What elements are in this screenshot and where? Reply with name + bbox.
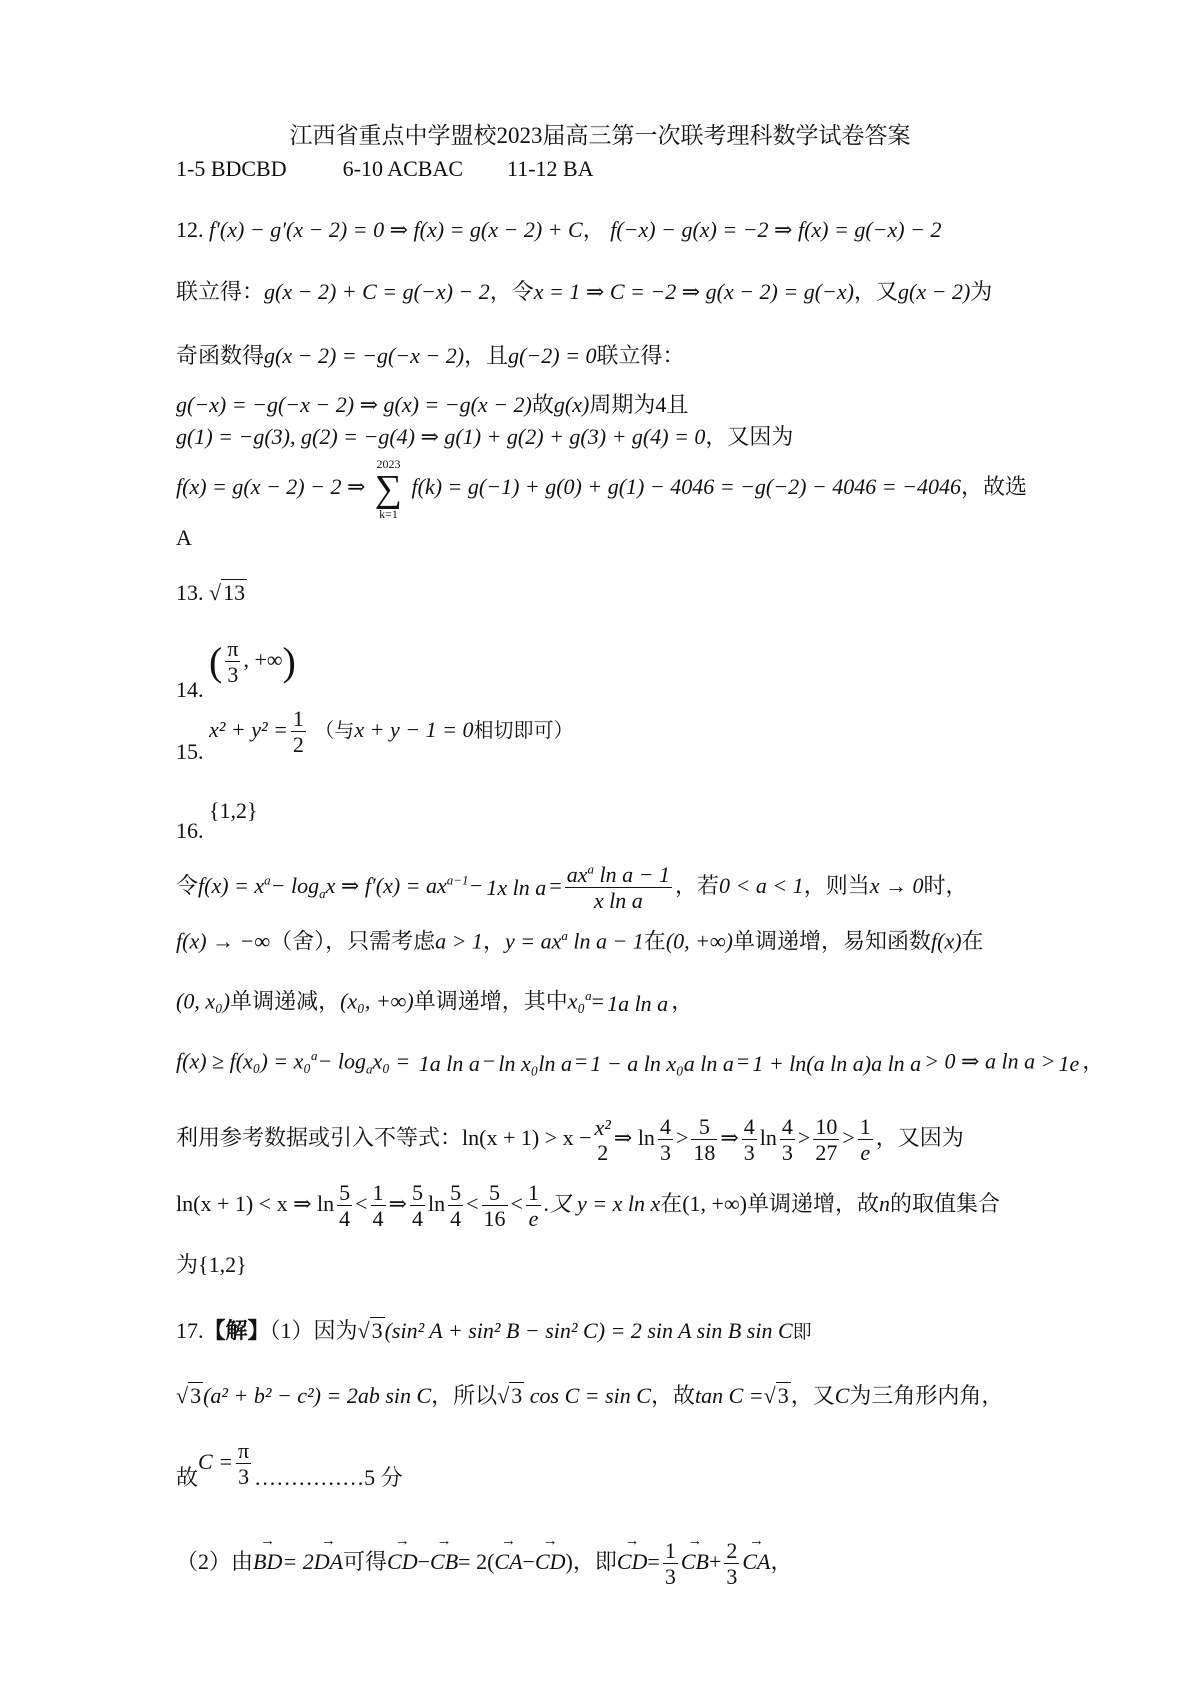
- q17-math: (a² + b² − c²) = 2ab sin C: [203, 1383, 432, 1408]
- q16-frac: [595, 1115, 611, 1166]
- q16-math: {1,2}: [198, 1252, 247, 1277]
- right-paren: ): [282, 638, 296, 684]
- q16-frac: [658, 1114, 673, 1166]
- q15-number: 15.: [176, 738, 204, 764]
- q17-math: tan C =: [694, 1383, 764, 1408]
- q12-math: 4: [655, 392, 667, 417]
- q14-number: 14.: [176, 676, 204, 702]
- frac-num: 1: [418, 1050, 430, 1076]
- q16-line-3: [176, 988, 693, 1016]
- frac-den: 3: [227, 662, 239, 688]
- q17-text: ，: [770, 1548, 793, 1574]
- q16-math: f(x) → −∞: [176, 928, 271, 954]
- q12-line-1: [176, 217, 941, 243]
- q16-math: x ⇒ f′(x) = ax: [325, 872, 447, 898]
- q16-sub: a: [319, 886, 326, 902]
- q17-text: 为三角形内角，: [849, 1383, 1004, 1408]
- vector-da: → DA: [314, 1549, 343, 1575]
- q16-math: > 0 ⇒ a ln a >: [924, 1048, 1056, 1074]
- q17-math: −: [522, 1548, 535, 1574]
- frac-den: 27: [815, 1140, 838, 1166]
- q16-frac: [691, 1114, 717, 1166]
- q15: [176, 706, 574, 765]
- q17-frac: [236, 1438, 251, 1490]
- q16-math: x → 0: [869, 872, 924, 898]
- frac-num: 1: [607, 990, 619, 1016]
- frac-den: e: [860, 1140, 871, 1166]
- frac-num: 10: [815, 1114, 838, 1139]
- q16-text: ，又因为: [875, 1124, 964, 1150]
- q16-head: [176, 798, 258, 844]
- frac-den: ln a: [538, 1050, 572, 1076]
- q16-frac: [419, 1051, 480, 1076]
- q17-line-1: [176, 1318, 812, 1345]
- q16-frac: [526, 1180, 541, 1232]
- q16-math: (0, x₀): [176, 988, 231, 1014]
- q14-fraction: [225, 636, 240, 688]
- frac-den: 2: [292, 732, 304, 758]
- q16-math: f(x) = x: [198, 872, 265, 898]
- q12-text: 奇函数得: [176, 343, 265, 368]
- q16-frac: [607, 991, 668, 1016]
- frac-num: 1: [527, 1180, 539, 1205]
- vector-cb: → CB: [681, 1549, 709, 1575]
- q16-math: <: [355, 1190, 368, 1216]
- q16-frac: [858, 1114, 873, 1166]
- frac-den: 3: [238, 1464, 250, 1490]
- frac-den: 16: [483, 1206, 506, 1232]
- q16-text: 在: [660, 1190, 683, 1216]
- left-paren: (: [209, 638, 223, 684]
- q16-math: y = ax: [504, 928, 562, 954]
- frac-num: 5: [450, 1180, 462, 1205]
- q16-math: ln: [427, 1190, 446, 1216]
- q17-math: cos C = sin C: [524, 1383, 651, 1408]
- q16-line-2: [176, 928, 984, 955]
- q17-line-2: [176, 1383, 1003, 1409]
- frac-num: 1: [664, 1538, 676, 1563]
- frac-num: 5: [339, 1180, 351, 1205]
- frac-den: e: [528, 1206, 539, 1232]
- frac-num: 5: [482, 1180, 508, 1206]
- q16-math: =: [591, 988, 605, 1014]
- sqrt-value: 3: [190, 1383, 202, 1408]
- q12-math: g(x): [553, 392, 590, 417]
- q17-text: 即: [792, 1322, 812, 1343]
- q16-math: ln a − 1: [567, 928, 644, 954]
- q12-line-5: [176, 424, 793, 450]
- q16-sup: a: [587, 861, 594, 877]
- q16-math: (x₀, +∞): [340, 988, 414, 1014]
- frac-den: 3: [664, 1564, 676, 1590]
- q16-math: x₀ =: [372, 1048, 411, 1074]
- q16-math: ln(x + 1) < x ⇒ ln: [176, 1190, 335, 1216]
- vector-ca: → CA: [742, 1549, 770, 1575]
- q16-frac: [742, 1114, 757, 1166]
- frac-den: 3: [743, 1140, 755, 1166]
- q16-math: <: [510, 1190, 523, 1216]
- q12-line-2: [176, 279, 992, 305]
- choice-answers: [176, 156, 594, 182]
- sqrt-value: 3: [371, 1318, 383, 1343]
- q16-frac: [780, 1114, 795, 1166]
- q16-line-4: [176, 1048, 1104, 1077]
- q12-math: g(x − 2) + C = g(−x) − 2: [264, 279, 490, 304]
- q12-math: g(−x) = −g(−x − 2) ⇒ g(x) = −g(x − 2): [176, 392, 532, 417]
- q17-math: (sin² A + sin² B − sin² C) = 2 sin A sin B sin C: [384, 1318, 793, 1343]
- frac-num: 1: [372, 1180, 384, 1205]
- q12-eq-1: f′(x) − g′(x − 2) = 0 ⇒ f(x) = g(x − 2) + C: [209, 217, 583, 242]
- q16-math: f(x): [931, 928, 962, 954]
- q16-number: 16.: [176, 818, 204, 843]
- frac-num: π: [227, 636, 239, 661]
- q16-math: 0 < a < 1: [718, 872, 804, 898]
- frac-num: 4: [743, 1114, 755, 1139]
- q16-text: ，: [482, 928, 505, 954]
- q16-math: − log: [270, 872, 320, 898]
- frac-num: 1: [859, 1114, 871, 1139]
- q16-math: −: [468, 872, 484, 898]
- q16-frac: [482, 1180, 508, 1232]
- page-title: 江西省重点中学盟校2023届高三第一次联考理科数学试卷答案: [289, 123, 911, 148]
- q13-value: 13: [223, 580, 246, 605]
- q17-line-3: [176, 1438, 403, 1491]
- q16-text: 单调递增，其中: [413, 988, 568, 1014]
- frac-num: 5: [411, 1180, 423, 1205]
- sqrt-icon: √: [209, 580, 222, 605]
- q17-text: ，所以: [431, 1383, 498, 1408]
- q16-text: ，: [1082, 1048, 1105, 1074]
- vector-cb: → CB: [430, 1549, 458, 1575]
- q17-tag: 【解】: [203, 1318, 270, 1343]
- q16-sup: a: [264, 872, 271, 888]
- frac-den: x ln a: [593, 888, 643, 914]
- q16-text: 单调递增，故: [746, 1190, 879, 1216]
- q16-text: ，: [671, 988, 694, 1014]
- q16-math: =: [574, 1048, 588, 1074]
- q16-math: (1, +∞): [682, 1190, 747, 1216]
- q16-set: {1,2}: [209, 798, 258, 823]
- q12-text: 故: [531, 392, 554, 417]
- q17-text: （2）由: [176, 1548, 254, 1574]
- frac-den: 3: [781, 1140, 793, 1166]
- q16-math: x₀: [567, 988, 586, 1014]
- q16-text: 单调递增，易知函数: [733, 928, 932, 954]
- sum-lower-limit: k=1: [379, 507, 398, 521]
- q17-text: ，故: [650, 1383, 695, 1408]
- frac-den: a ln a: [871, 1050, 922, 1076]
- frac-num: 1: [1058, 1050, 1070, 1076]
- sqrt-icon: √: [357, 1318, 370, 1343]
- q17-math: C: [834, 1383, 850, 1408]
- q16-sup: a: [561, 928, 568, 943]
- frac-den: a ln a: [618, 990, 669, 1016]
- q16-math: >: [797, 1124, 811, 1150]
- q16-text: 为: [176, 1252, 199, 1277]
- frac-den: 4: [411, 1206, 423, 1232]
- q17-math: = 2(: [458, 1548, 495, 1574]
- q16-text: ，则当: [803, 872, 870, 898]
- q17-math: =: [647, 1548, 660, 1574]
- q16-text: 时，: [923, 872, 968, 898]
- vector-ca: → CA: [494, 1549, 522, 1575]
- q16-line-1: [176, 862, 967, 914]
- q14-rest: , +∞: [243, 646, 283, 672]
- q16-text: （舍），只需考虑: [270, 928, 436, 954]
- q17-math: ): [565, 1548, 573, 1574]
- q16-frac: [565, 862, 672, 914]
- q16-math: (0, +∞): [665, 928, 733, 954]
- q16-text: 的取值集合: [890, 1190, 1001, 1216]
- q16-sub: a: [366, 1061, 373, 1077]
- q16-text: ，若: [674, 872, 719, 898]
- q12-text: 联立得：: [596, 343, 685, 368]
- q12-text: ，故选: [960, 474, 1027, 500]
- frac-num: ln x₀: [498, 1050, 539, 1076]
- sqrt-value: 3: [777, 1383, 789, 1408]
- q16-frac: [590, 1051, 734, 1076]
- vector-cd: → CD: [617, 1549, 648, 1575]
- frac-num: 5: [691, 1114, 717, 1140]
- q16-frac: [498, 1051, 572, 1076]
- frac-num: x²: [594, 1114, 611, 1140]
- q16-frac: [486, 875, 546, 900]
- q16-math: −: [482, 1048, 496, 1074]
- q16-line-7: [176, 1252, 247, 1278]
- q16-frac: [1058, 1051, 1079, 1076]
- frac-num: 2: [726, 1538, 738, 1563]
- answers-1-5: 1-5 BDCBD: [176, 156, 287, 181]
- vector-bd: → BD: [253, 1549, 282, 1575]
- sum-upper-limit: 2023: [376, 457, 401, 471]
- q16-text: 令: [176, 872, 199, 898]
- q12-math: g(x − 2): [898, 279, 971, 304]
- q16-math: ⇒: [388, 1190, 407, 1216]
- q17-text: ，又: [790, 1383, 835, 1408]
- q15-fraction: [291, 706, 306, 758]
- frac-den: a ln a: [429, 1050, 480, 1076]
- q14: [176, 636, 296, 703]
- q16-text: 在: [643, 928, 666, 954]
- q12-math: f(k) = g(−1) + g(0) + g(1) − 4046 = −g(−2) − 4046 = −4046: [411, 474, 961, 500]
- q16-text: 在: [961, 928, 984, 954]
- q12-answer: A: [176, 525, 192, 550]
- q15-text: （与: [314, 719, 355, 742]
- q12-text: 周期为: [589, 392, 656, 417]
- frac-den: x ln a: [497, 875, 547, 901]
- q16-line-6: [176, 1180, 1000, 1232]
- q12-eq-2: f(−x) − g(x) = −2 ⇒ f(x) = g(−x) − 2: [610, 217, 942, 242]
- q12-text: ，令: [489, 279, 534, 304]
- sqrt-value: 3: [511, 1383, 523, 1408]
- q12-math: g(1) = −g(3), g(2) = −g(4) ⇒ g(1) + g(2) + g(3) + g(4) = 0: [176, 424, 706, 449]
- q16-math: − log: [317, 1048, 367, 1074]
- q12-text: 且: [666, 392, 689, 417]
- q16-line-5: [176, 1114, 964, 1166]
- sqrt-icon: √: [763, 1383, 776, 1408]
- q16-frac: [410, 1180, 425, 1232]
- q13: [176, 580, 247, 606]
- q17-math: −: [417, 1548, 431, 1574]
- frac-num: 1: [292, 706, 304, 731]
- q16-math: f(x) ≥ f(x₀) = x₀: [176, 1048, 312, 1074]
- q16-math: n: [879, 1190, 890, 1216]
- frac-den: 3: [726, 1564, 738, 1590]
- q16-frac: [371, 1180, 386, 1232]
- q17-frac: [724, 1538, 739, 1590]
- frac-num: [565, 862, 672, 888]
- q12-number: 12.: [176, 217, 204, 242]
- frac-den: 18: [693, 1140, 716, 1166]
- frac-den: 4: [450, 1206, 462, 1232]
- frac-num: π: [238, 1438, 250, 1463]
- q17-text: ……………5 分: [254, 1464, 403, 1490]
- q17-frac: [663, 1538, 678, 1590]
- q17-number: 17.: [176, 1318, 204, 1343]
- q16-text: 利用参考数据或引入不等式：: [176, 1124, 463, 1150]
- q16-math: .又 y = x ln x: [543, 1190, 661, 1216]
- q16-math: ⇒ ln: [613, 1124, 655, 1150]
- q16-math: >: [675, 1124, 689, 1150]
- answers-6-10: 6-10 ACBAC: [342, 156, 464, 181]
- sqrt-icon: √: [176, 1383, 189, 1408]
- q12-math: g(−2) = 0: [508, 343, 597, 368]
- frac-den: a ln a: [683, 1050, 734, 1076]
- sqrt-icon: √: [497, 1383, 510, 1408]
- frac-num-part: ax: [566, 862, 588, 887]
- frac-num: 1 − a ln x₀: [590, 1050, 684, 1076]
- q17-text: 故: [176, 1464, 199, 1490]
- q16-sup: a: [585, 988, 592, 1003]
- q16-frac: [752, 1051, 921, 1076]
- q12-line-4: [176, 392, 688, 418]
- q16-math: ln(x + 1) > x −: [462, 1124, 592, 1150]
- q12-line-3: [176, 343, 684, 369]
- q13-number: 13.: [176, 580, 204, 605]
- q12-math: x = 1 ⇒ C = −2 ⇒ g(x − 2) = g(−x): [533, 279, 854, 304]
- q17-text: （1）因为: [269, 1318, 358, 1343]
- q16-text: 单调递减，: [230, 988, 341, 1014]
- q15-math: x² + y² =: [209, 716, 288, 742]
- sigma-icon: ∑: [374, 468, 403, 510]
- q16-math: =: [736, 1048, 750, 1074]
- q16-sup: a−1: [446, 872, 469, 888]
- q16-math: a > 1: [435, 928, 483, 954]
- frac-den: 3: [659, 1140, 671, 1166]
- q12-text: 为: [970, 279, 993, 304]
- frac-num: 4: [781, 1114, 793, 1139]
- q16-frac: [448, 1180, 463, 1232]
- frac-den: e: [1069, 1050, 1080, 1076]
- answers-11-12: 11-12 BA: [507, 156, 594, 181]
- q12-text: ，又: [854, 279, 899, 304]
- q12-sep: ，: [582, 217, 605, 242]
- q16-frac: [813, 1114, 839, 1166]
- q16-math: <: [466, 1190, 479, 1216]
- q17-math: = 2: [282, 1548, 314, 1574]
- q17-text: 可得: [343, 1548, 388, 1574]
- q15-math: x + y − 1 = 0: [354, 716, 474, 742]
- frac-num: 1 + ln(a ln a): [752, 1050, 872, 1076]
- q16-sup: a: [311, 1048, 318, 1063]
- q17-line-4: [176, 1538, 793, 1590]
- q16-math: >: [842, 1124, 855, 1150]
- frac-den: 2: [597, 1139, 609, 1165]
- vector-cd: → CD: [387, 1549, 418, 1575]
- q12-line-7: [176, 525, 192, 551]
- vector-cd: → CD: [535, 1549, 566, 1575]
- q12-text: ，又因为: [705, 424, 794, 449]
- frac-den: 4: [339, 1206, 351, 1232]
- q12-math: g(x − 2) = −g(−x − 2): [264, 343, 465, 368]
- q16-math: =: [549, 872, 562, 898]
- q17-math: +: [708, 1548, 722, 1574]
- q16-math: ln: [759, 1124, 777, 1150]
- q17-math: C =: [198, 1448, 234, 1474]
- frac-num-part: ln a − 1: [594, 862, 670, 887]
- q16-math: ⇒: [720, 1124, 739, 1150]
- summation-symbol: [375, 458, 402, 520]
- frac-den: 4: [372, 1206, 384, 1232]
- frac-num: 1: [486, 875, 498, 901]
- q15-text: 相切即可）: [473, 719, 574, 742]
- q12-text: 联立得：: [176, 279, 265, 304]
- q12-line-6: [176, 458, 1027, 520]
- q12-math: f(x) = g(x − 2) − 2 ⇒: [176, 474, 366, 500]
- q16-frac: [337, 1180, 352, 1232]
- frac-num: 4: [659, 1114, 671, 1139]
- q17-text: ，即: [572, 1548, 617, 1574]
- q12-text: ，且: [464, 343, 509, 368]
